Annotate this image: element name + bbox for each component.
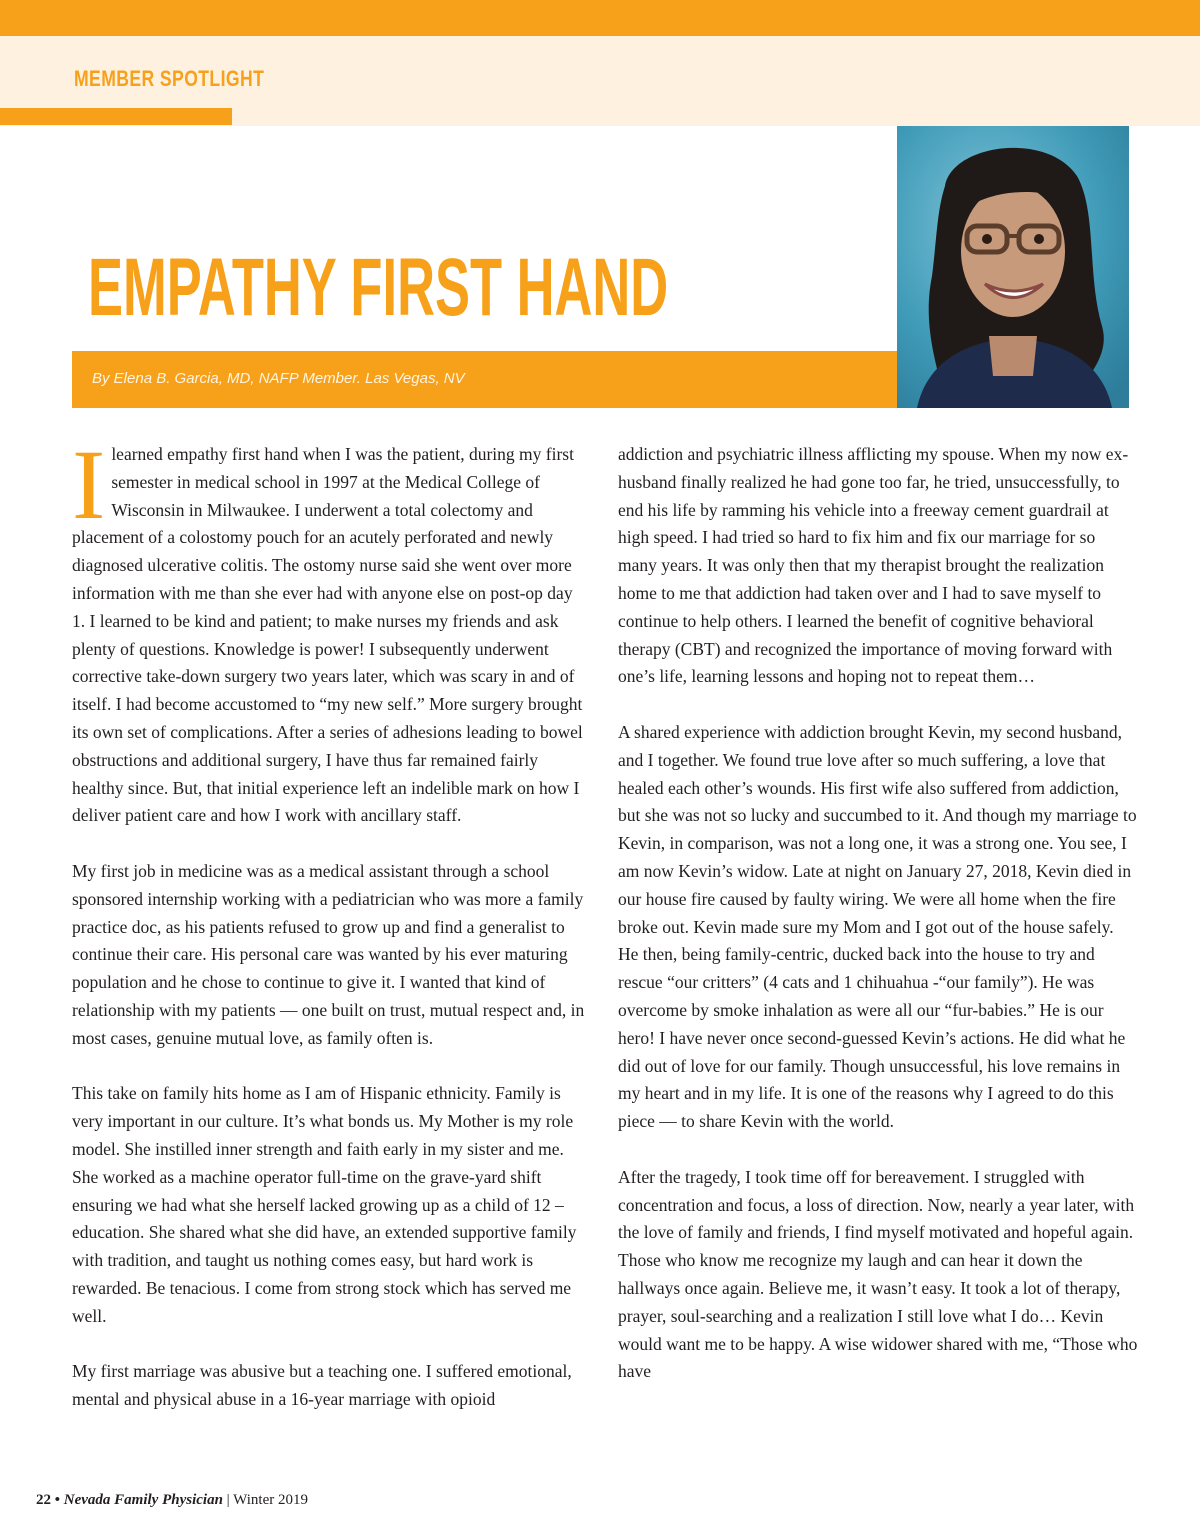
paragraph: This take on family hits home as I am of Hispanic ethnicity. Family is very important in our culture. It’s what bonds us. My Mother is my role model. She instilled inner strength and faith early in my sister and me. She worked as a machine operator full-time on the grave-yard shift ensuring we had what she herself lacked growing up as a child of 12 – education. She shared what she did have, an extended supportive family with tradition, and taught us nothing comes easy, but hard work is rewarded. Be tenacious. I come from strong stock which has served me well.: [72, 1083, 577, 1326]
paragraph-intro-text: learned empathy first hand when I was the patient, during my first semester in medical school in 1997 at the Medical College of Wisconsin in Milwaukee. I underwent a total colectomy and placement of a colostomy pouch for an acutely perforated and newly diagnosed ulcerative colitis. The ostomy nurse said she went over more information with me than she ever had with anyone else on post-op day 1. I learned to be kind and patient; to make nurses my friends and ask plenty of questions. Knowledge is power! I subsequently underwent corrective take-down surgery two years later, which was scary in and of itself. I had become accustomed to “my new self.” More surgery brought its own set of complications. After a series of adhesions leading to bowel obstructions and additional surgery, I have thus far remained fairly healthy since. But, that initial experience left an indelible mark on how I deliver patient care and how I work with ancillary staff.: [72, 444, 583, 826]
article-column-right: [618, 441, 1138, 1414]
author-portrait: [897, 126, 1129, 408]
paragraph-intro: [72, 429, 586, 830]
paragraph: A shared experience with addiction brought Kevin, my second husband, and I together. We found true love after so much suffering, a love that healed each other’s wounds. His first wife also suffered from addiction, but she was not so lucky and succumbed to it. And though my marriage to Kevin, in comparison, was not a long one, it was a strong one. You see, I am now Kevin’s widow. Late at night on January 27, 2018, Kevin died in our house fire caused by faulty wiring. We were all home when the fire broke out. Kevin made sure my Mom and I got out of the house safely. He then, being family-centric, ducked back into the house to try and rescue “our critters” (4 cats and 1 chihuahua -“our family”). He was overcome by smoke inhalation as were all our “fur-babies.” He is our hero! I have never once second-guessed Kevin’s actions. He did what he did out of love for our family. Though unsuccessful, his love remains in my heart and in my life. It is one of the reasons why I agreed to do this piece — to share Kevin with the world.: [618, 721, 1137, 1132]
page-footer: [36, 1492, 308, 1509]
article-title: EMPATHY FIRST HAND: [88, 242, 669, 333]
paragraph: My first job in medicine was as a medical assistant through a school sponsored internship working with a pediatrician who was more a family practice doc, as his patients refused to grow up and find a generalist to continue their care. His personal care was wanted by his ever maturing population and he chose to continue to give it. I wanted that kind of relationship with my patients — one built on trust, mutual respect and, in most cases, genuine mutual love, as family often is.: [72, 860, 585, 1048]
page-number: 22: [36, 1492, 51, 1508]
paragraph: addiction and psychiatric illness afflicting my spouse. When my now ex-husband finally realized he had gone too far, he tried, unsuccessfully, to end his life by ramming his vehicle into a freeway cement guardrail at high speed. I had tried so hard to fix him and fix our marriage for so many years. It was only then that my therapist brought the realization home to me that addiction had taken over and I had to save myself to continue to help others. I learned the benefit of cognitive behavioral therapy (CBT) and recognized the importance of moving forward with one’s life, learning lessons and hoping not to repeat them…: [618, 444, 1129, 687]
paragraph: My first marriage was abusive but a teaching one. I suffered emotional, mental and physical abuse in a 16-year marriage with opioid: [72, 1361, 572, 1410]
author-byline: By Elena B. Garcia, MD, NAFP Member. Las Vegas, NV: [92, 370, 465, 387]
publication-name: Nevada Family Physician: [63, 1492, 223, 1508]
paragraph: After the tragedy, I took time off for bereavement. I struggled with concentration and focus, a loss of direction. Now, nearly a year later, with the love of family and friends, I find myself motivated and hopeful again. Those who know me recognize my laugh and can hear it down the hallways once again. Believe me, it wasn’t easy. It took a lot of therapy, prayer, soul-searching and a realization I still love what I do… Kevin would want me to be happy. A wise widower shared with me, “Those who have: [618, 1166, 1138, 1382]
footer-bullet: •: [54, 1492, 61, 1508]
section-label-underline: [0, 108, 232, 125]
footer-separator: |: [226, 1492, 230, 1508]
article-column-left: [72, 429, 586, 1442]
issue-date: Winter 2019: [233, 1492, 308, 1508]
top-accent-stripe: [0, 0, 1200, 36]
drop-cap: I: [72, 429, 106, 540]
section-label: MEMBER SPOTLIGHT: [74, 66, 265, 91]
